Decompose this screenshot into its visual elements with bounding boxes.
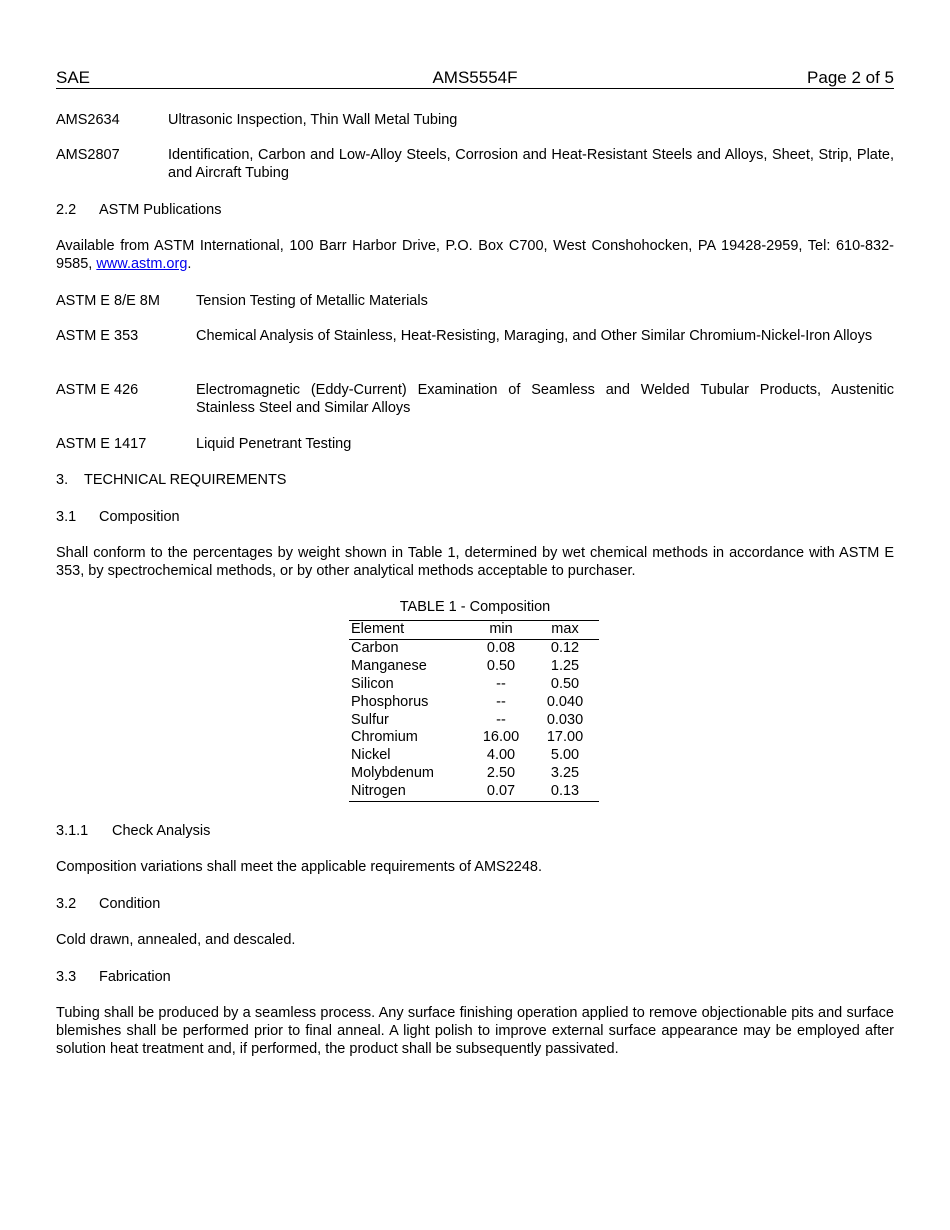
- max-cell: 0.040: [546, 693, 584, 710]
- table-header-row: [349, 621, 599, 640]
- section-title: Composition: [99, 509, 180, 525]
- min-cell: 0.50: [486, 657, 516, 674]
- table-row: [349, 676, 599, 694]
- reference-code: ASTM E 8/E 8M: [56, 293, 160, 309]
- condition-paragraph: Cold drawn, annealed, and descaled.: [56, 932, 296, 948]
- min-cell: --: [496, 675, 506, 692]
- table-row: [349, 694, 599, 712]
- check-analysis-paragraph: Composition variations shall meet the applicable requirements of AMS2248.: [56, 859, 543, 875]
- section-heading-3-1: [56, 508, 180, 526]
- fabrication-paragraph: Tubing shall be produced by a seamless process. Any surface finishing operation applied to remove objectionable pits and surface blemishes shall be performed prior to final anneal. A light polish to improve external surface appearance may be employed after solution heat treatment and, if performed, the product shall be subsequently passivated.: [56, 1005, 894, 1057]
- header-spec-number: AMS5554F: [432, 68, 518, 87]
- reference-title: Tension Testing of Metallic Materials: [196, 293, 428, 309]
- composition-table: [349, 620, 599, 802]
- max-cell: 0.12: [550, 639, 580, 656]
- max-cell: 0.50: [550, 675, 580, 692]
- element-cell: Chromium: [351, 729, 418, 746]
- element-cell: Silicon: [351, 675, 394, 692]
- table-row: [349, 712, 599, 730]
- section-title: TECHNICAL REQUIREMENTS: [84, 472, 287, 488]
- reference-code: ASTM E 426: [56, 382, 139, 398]
- reference-code: AMS2807: [56, 147, 120, 163]
- astm-availability-paragraph: [56, 237, 894, 273]
- max-cell: 3.25: [550, 765, 580, 782]
- min-cell: 0.08: [486, 639, 516, 656]
- min-cell: --: [496, 711, 506, 728]
- section-title: Fabrication: [99, 969, 171, 985]
- element-cell: Carbon: [351, 639, 399, 656]
- element-cell: Molybdenum: [351, 765, 435, 782]
- section-number: 3.1: [56, 509, 77, 525]
- reference-title: Identification, Carbon and Low-Alloy Steels, Corrosion and Heat-Resistant Steels and Alloys, Sheet, Strip, Plate, and Aircraft Tubing: [168, 147, 894, 181]
- table-row: [349, 729, 599, 747]
- table-caption: TABLE 1 - Composition: [399, 599, 551, 615]
- min-cell: 4.00: [486, 747, 516, 764]
- section-heading-3: [56, 471, 287, 489]
- section-heading-3-2: [56, 895, 161, 913]
- section-heading-3-1-1: [56, 822, 211, 840]
- column-header-min: min: [471, 621, 531, 640]
- table-row: [349, 639, 599, 657]
- section-heading-3-3: [56, 968, 171, 986]
- reference-code: AMS2634: [56, 112, 120, 128]
- element-cell: Phosphorus: [351, 693, 429, 710]
- section-number: 3.1.1: [56, 823, 89, 839]
- reference-title: Ultrasonic Inspection, Thin Wall Metal Tubing: [168, 112, 458, 128]
- section-title: Condition: [99, 896, 161, 912]
- max-cell: 1.25: [550, 657, 580, 674]
- header-org: SAE: [56, 68, 91, 87]
- min-cell: 0.07: [486, 783, 516, 800]
- section-title: Check Analysis: [112, 823, 211, 839]
- header-page-number: Page 2 of 5: [807, 68, 894, 87]
- reference-astm-e1417: [56, 435, 894, 453]
- section-number: 2.2: [56, 202, 77, 218]
- reference-code: ASTM E 353: [56, 328, 139, 344]
- reference-ams2807: [56, 146, 894, 182]
- table-row: [349, 783, 599, 801]
- reference-code: ASTM E 1417: [56, 436, 147, 452]
- section-title: ASTM Publications: [99, 202, 222, 218]
- min-cell: --: [496, 693, 506, 710]
- min-cell: 16.00: [482, 729, 520, 746]
- availability-period: .: [187, 256, 192, 272]
- element-cell: Nickel: [351, 747, 391, 764]
- max-cell: 5.00: [550, 747, 580, 764]
- max-cell: 0.13: [550, 783, 580, 800]
- page-header: [56, 68, 894, 89]
- column-header-element: Element: [349, 621, 471, 640]
- section-heading-2-2: [56, 201, 222, 219]
- element-cell: Nitrogen: [351, 783, 406, 800]
- max-cell: 0.030: [546, 711, 584, 728]
- reference-astm-e8: [56, 292, 894, 310]
- astm-website-link[interactable]: www.astm.org: [96, 256, 188, 272]
- reference-astm-e353: [56, 327, 894, 363]
- table-row: [349, 765, 599, 783]
- reference-title: Electromagnetic (Eddy-Current) Examination of Seamless and Welded Tubular Products, Austenitic Stainless Steel and Similar Alloys: [196, 382, 894, 416]
- section-number: 3.2: [56, 896, 77, 912]
- table-row: [349, 658, 599, 676]
- reference-title: Liquid Penetrant Testing: [196, 436, 352, 452]
- table-row: [349, 747, 599, 765]
- availability-text: Available from ASTM International, 100 Barr Harbor Drive, P.O. Box C700, West Conshohocken, PA 19428-2959, Tel: 610-832-9585,: [56, 238, 894, 272]
- composition-paragraph: Shall conform to the percentages by weight shown in Table 1, determined by wet chemical methods in accordance with ASTM E 353, by spectrochemical methods, or by other analytical methods acceptable to purchaser.: [56, 545, 894, 579]
- section-number: 3.: [56, 472, 69, 488]
- reference-ams2634: [56, 111, 894, 129]
- reference-title: Chemical Analysis of Stainless, Heat-Resisting, Maraging, and Other Similar Chromium-Nickel-Iron Alloys: [196, 328, 873, 344]
- element-cell: Sulfur: [351, 711, 389, 728]
- column-header-max: max: [531, 621, 599, 640]
- max-cell: 17.00: [546, 729, 584, 746]
- section-number: 3.3: [56, 969, 77, 985]
- min-cell: 2.50: [486, 765, 516, 782]
- element-cell: Manganese: [351, 657, 427, 674]
- reference-astm-e426: [56, 381, 894, 417]
